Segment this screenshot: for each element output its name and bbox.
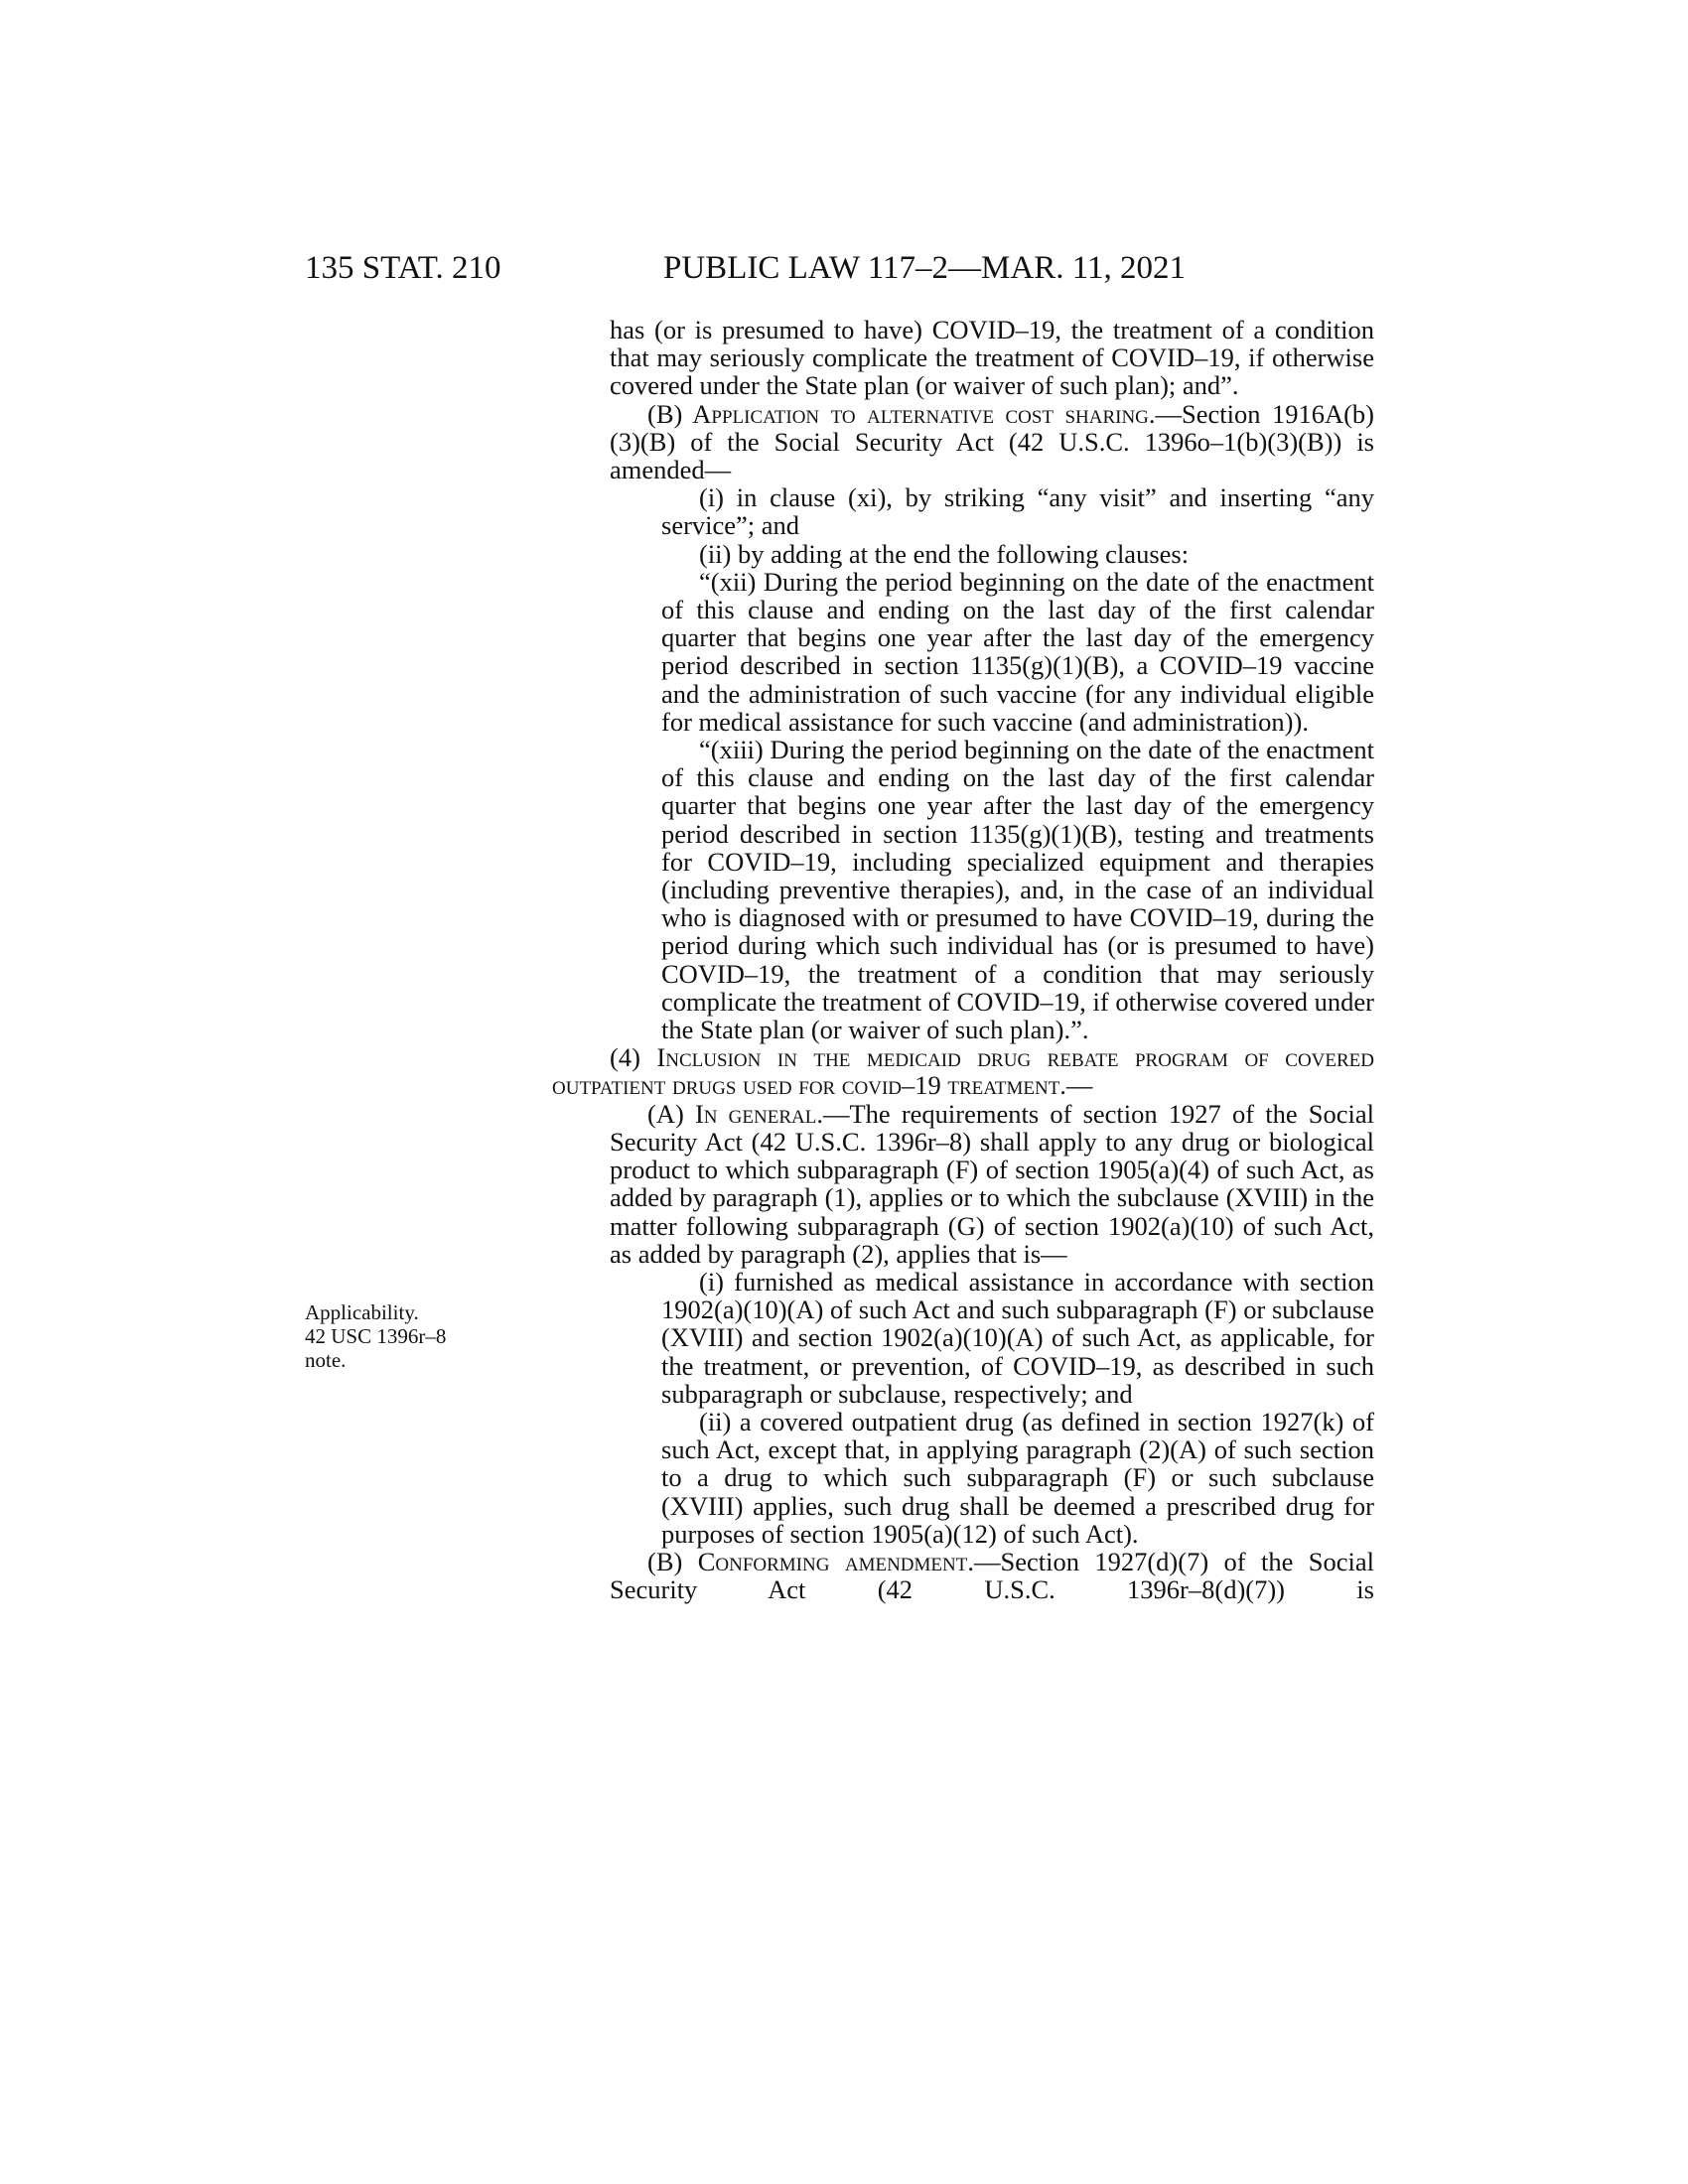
quoted-clause-xiii: “(xiii) During the period beginning on the date of the enactment of this clause and ending on the last day of the first calendar quarter that begins one year after the last day of the emergency period described in section 1135(g)(1)(B), testing and treatments for COVID–19, including specialized equipment and therapies (including preventive therapies), and, in the case of an individual who is diagnosed with or presumed to have COVID–19, during the period during which such individual has (or is presumed to have) COVID–19, the treatment of a condition that may seriously complicate the treatment of COVID–19, if otherwise covered under the State plan (or waiver of such plan).”. xyxy=(661,735,1374,1045)
paragraph-4-heading xyxy=(552,1043,1374,1099)
quoted-clause-xii: “(xii) During the period beginning on the date of the enactment of this clause and ending on the last day of the first calendar quarter that begins one year after the last day of the emergency period described in section 1135(g)(1)(B), a COVID–19 vaccine and the administration of such vaccine (for any individual eligible for medical assistance for such vaccine (and administration)). xyxy=(661,566,1374,737)
subparagraph-b xyxy=(610,400,1374,484)
conforming-heading: (B) Conforming amendment. xyxy=(647,1546,974,1576)
statute-body xyxy=(552,315,1374,1605)
clause-i: (i) in clause (xi), by striking “any visit” and inserting “any service”; and xyxy=(661,482,1374,541)
subparagraph-a-heading: (A) In general. xyxy=(647,1098,823,1129)
subparagraph-a-text: —The requirements of section 1927 of the Social Security Act (42 U.S.C. 1396r–8) shall apply to any drug or biological product to which subparagraph (F) of section 1905(a)(4) of such Act, as added by paragraph (1), applies or to which the subclause (XVIII) in the matter following subparagraph (G) of section 1902(a)(10) of such Act, as added by paragraph (2), applies that is— xyxy=(610,1098,1374,1269)
subparagraph-b-text: —Section 1916A(b)(3)(B) of the Social Security Act (42 U.S.C. 1396o–1(b)(3)(B)) is amended— xyxy=(610,398,1374,485)
subparagraph-a-clause-ii: (ii) a covered outpatient drug (as defined in section 1927(k) of such Act, except that, in applying paragraph (2)(A) of such section to a drug to which such subparagraph (F) or such subclause (XVIII) applies, such drug shall be deemed a prescribed drug for purposes of section 1905(a)(12) of such Act). xyxy=(661,1406,1374,1549)
subparagraph-a-clause-i: (i) furnished as medical assistance in accordance with section 1902(a)(10)(A) of such Act and such subparagraph (F) or subclause (XVIII) and section 1902(a)(10)(A) of such Act, as applicable, for the treatment, or prevention, of COVID–19, as described in such subparagraph or subclause, respectively; and xyxy=(661,1266,1374,1409)
clause-ii: (ii) by adding at the end the following clauses: xyxy=(699,538,1190,569)
statute-page-number: 135 STAT. 210 xyxy=(305,250,501,286)
margin-note-line: note. xyxy=(305,1348,347,1372)
margin-note-line: Applicability. xyxy=(305,1300,419,1324)
running-header xyxy=(0,248,1688,288)
conforming-text: —Section 1927(d)(7) of the Social Security Act (42 U.S.C. 1396r–8(d)(7)) is xyxy=(610,1546,1374,1605)
public-law-title: PUBLIC LAW 117–2—MAR. 11, 2021 xyxy=(663,250,1186,286)
subparagraph-a xyxy=(610,1100,1374,1268)
subparagraph-b-conforming xyxy=(610,1548,1374,1603)
margin-note-line: 42 USC 1396r–8 xyxy=(305,1324,447,1348)
continuation-paragraph: has (or is presumed to have) COVID–19, the treatment of a condition that may seriously complicate the treatment of COVID–19, if otherwise covered under the State plan (or waiver of such plan); and”. xyxy=(610,315,1374,401)
subparagraph-b-heading: (B) Application to alternative cost sharing. xyxy=(647,398,1156,429)
margin-note xyxy=(305,1300,543,1372)
paragraph-4-text: (4) Inclusion in the medicaid drug rebate program of covered outpatient drugs used for covid–19 treatment.— xyxy=(552,1042,1374,1101)
